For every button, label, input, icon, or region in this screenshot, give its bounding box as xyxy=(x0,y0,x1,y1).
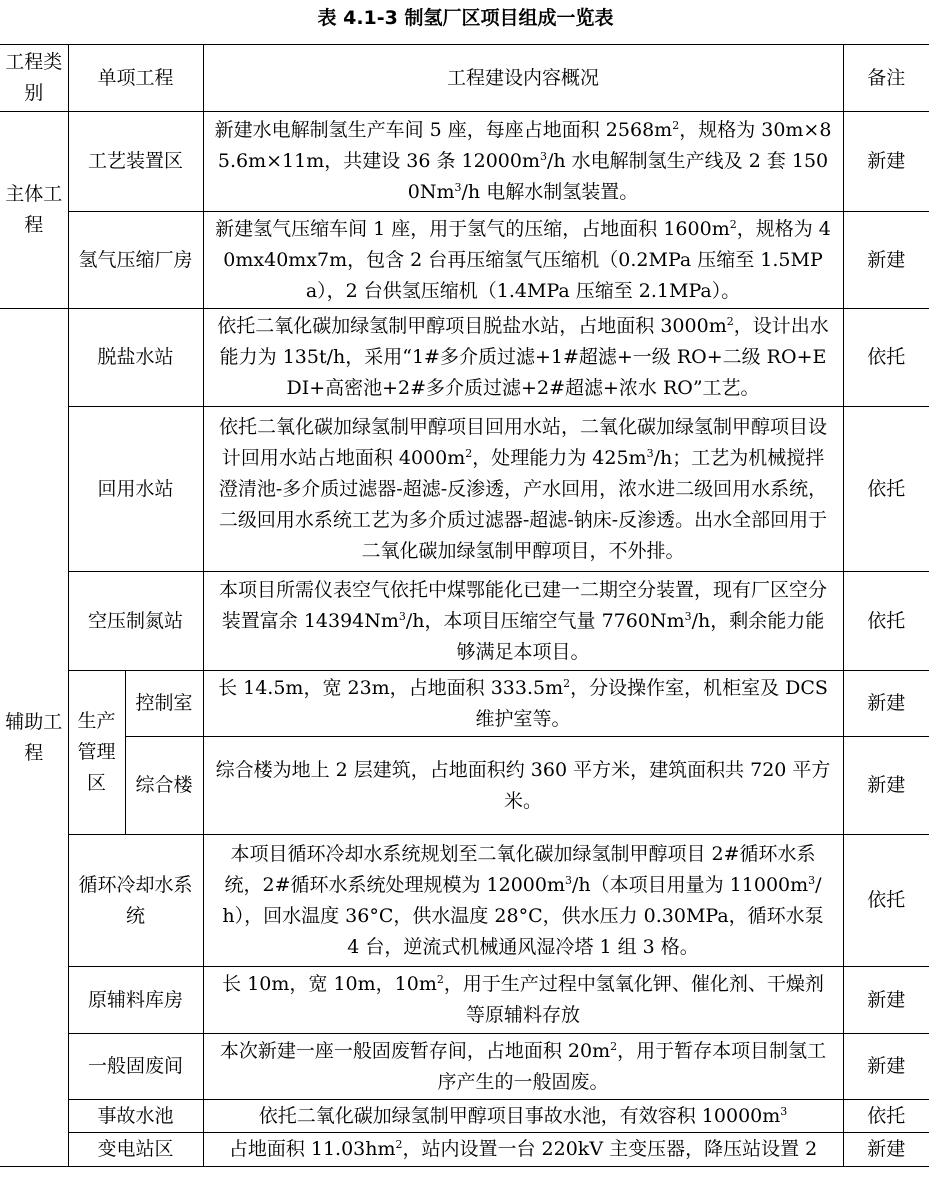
row-note: 依托 xyxy=(843,835,929,967)
content-text: ，规格为 40mx40mx7m，包含 2 台再压缩氢气压缩机（0.2MPa 压缩至 1.5MPa），2 台供氢压缩机（1.4MPa 压缩至 2.1MPa）。 xyxy=(223,217,831,302)
superscript: 3 xyxy=(808,873,816,887)
superscript: 3 xyxy=(454,181,462,194)
table-row xyxy=(0,309,929,407)
table-row xyxy=(0,835,929,967)
content-text: 新建氢气压缩车间 1 座，用于氢气的压缩，占地面积 1600m xyxy=(215,217,730,240)
row-note: 新建 xyxy=(843,212,929,309)
project-composition-table xyxy=(0,44,929,1167)
content-text: 长 14.5m，宽 23m，占地面积 333.5m xyxy=(218,676,564,699)
superscript: 2 xyxy=(563,676,571,690)
superscript: 2 xyxy=(729,217,737,231)
row-item: 脱盐水站 xyxy=(68,309,203,407)
row-content xyxy=(203,407,843,572)
content-text: /h 水电解制氢生产线及 2 套 1500Nm xyxy=(407,150,829,203)
row-content xyxy=(203,309,843,407)
row-content xyxy=(203,1034,843,1100)
content-text: 本项目循环冷却水系统规划至二氧化碳加绿氢制甲醇项目 2#循环水系统，2#循环水系统处理规模为 12000m xyxy=(224,842,816,896)
content-text: 占地面积 11.03hm xyxy=(228,1138,396,1160)
content-text: 新建水电解制氢生产车间 5 座，每座占地面积 2568m xyxy=(214,119,673,141)
row-note: 依托 xyxy=(843,309,929,407)
row-item: 综合楼 xyxy=(125,737,203,835)
table-row xyxy=(0,1034,929,1100)
row-item: 变电站区 xyxy=(68,1133,203,1167)
row-note: 新建 xyxy=(843,737,929,835)
row-item: 工艺装置区 xyxy=(68,112,203,212)
row-content xyxy=(203,967,843,1034)
row-content xyxy=(203,1100,843,1133)
row-item: 一般固废间 xyxy=(68,1034,203,1100)
superscript: 2 xyxy=(672,119,680,132)
row-note: 新建 xyxy=(843,1133,929,1167)
content-text: 依托二氧化碳加绿氢制甲醇项目脱盐水站，占地面积 3000m xyxy=(217,315,727,337)
superscript: 2 xyxy=(610,1039,618,1053)
table-row xyxy=(0,1133,929,1167)
row-content xyxy=(203,572,843,671)
table-title: 表 4.1-3 制氢厂区项目组成一览表 xyxy=(317,7,614,29)
superscript: 3 xyxy=(539,150,547,163)
content-text: ，规格为 30m×85.6m×11m，共建设 36 条 12000m xyxy=(217,119,832,172)
content-text: 依托二氧化碳加绿氢制甲醇项目回用水站，二氧化碳加绿氢制甲醇项目设计回用水站占地面积 4000m xyxy=(219,415,828,469)
row-note: 依托 xyxy=(843,572,929,671)
row-content xyxy=(203,212,843,309)
group-mgmt-label: 生产管理区 xyxy=(77,710,116,794)
content-text: ，处理能力为 425m xyxy=(472,446,647,469)
header-category: 工程类别 xyxy=(0,45,68,112)
row-content xyxy=(203,835,843,967)
table-row xyxy=(0,1100,929,1133)
row-item: 氢气压缩厂房 xyxy=(68,212,203,309)
content-text: 本次新建一座一般固废暂存间，占地面积 20m xyxy=(219,1039,611,1062)
content-text: 依托二氧化碳加绿氢制甲醇项目事故水池，有效容积 10000m xyxy=(258,1104,781,1127)
table-row xyxy=(0,407,929,572)
group-main: 主体工程 xyxy=(0,112,68,309)
superscript: 3 xyxy=(398,609,406,623)
row-note: 新建 xyxy=(843,1034,929,1100)
content-text: /h，本项目压缩空气量 7760Nm xyxy=(405,609,685,632)
row-item: 回用水站 xyxy=(68,407,203,572)
header-note: 备注 xyxy=(843,45,929,112)
header-content: 工程建设内容概况 xyxy=(203,45,843,112)
header-item: 单项工程 xyxy=(68,45,203,112)
superscript: 2 xyxy=(465,446,473,460)
table-row xyxy=(0,967,929,1034)
content-text: ，分设操作室，机柜室及 DCS 维护室等。 xyxy=(475,676,828,730)
superscript: 2 xyxy=(436,973,444,986)
content-text: ，站内设置一台 220kV 主变压器，降压站设置 2 xyxy=(402,1138,818,1160)
row-content xyxy=(203,671,843,737)
group-mgmt xyxy=(68,671,125,835)
content-text: /h），回水温度 36°C，供水温度 28°C，供水压力 0.30MPa，循环水泵 4 台，逆流式机械通风湿冷塔 1 组 3 格。 xyxy=(222,873,824,958)
row-note: 新建 xyxy=(843,671,929,737)
row-note: 新建 xyxy=(843,112,929,212)
row-content xyxy=(203,112,843,212)
row-content xyxy=(203,737,843,835)
superscript: 3 xyxy=(565,873,572,887)
row-item: 空压制氮站 xyxy=(68,572,203,671)
content-text: /h 电解水制氢装置。 xyxy=(461,181,639,203)
table-row xyxy=(0,572,929,671)
group-aux: 辅助工程 xyxy=(0,309,68,1167)
content-text: ，设计出水能力为 135t/h，采用“1#多介质过滤+1#超滤+一级 RO+二级 RO+EDI+高密池+2#多介质过滤+2#超滤+浓水 RO”工艺。 xyxy=(219,315,829,399)
content-text: ，用于暂存本项目制氢工序产生的一般固废。 xyxy=(437,1039,827,1093)
row-note: 新建 xyxy=(843,967,929,1034)
superscript: 3 xyxy=(684,609,692,623)
content-text: ，用于生产过程中氢氧化钾、催化剂、干燥剂等原辅料存放 xyxy=(443,973,824,1026)
row-item: 原辅料库房 xyxy=(68,967,203,1034)
row-item: 事故水池 xyxy=(68,1100,203,1133)
content-text: 本项目所需仪表空气依托中煤鄂能化已建一二期空分装置，现有厂区空分装置富余 14394Nm xyxy=(219,578,828,632)
content-text: /h；工艺为机械搅拌澄清池-多介质过滤器-超滤-反渗透，产水回用，浓水进二级回用水系统，二级回用水系统工艺为多介质过滤器-超滤-钠床-反渗透。出水全部回用于二氧化碳加绿氢制甲醇项目，不外排。 xyxy=(218,446,828,562)
row-item: 控制室 xyxy=(125,671,203,737)
content-text: 长 10m，宽 10m，10m xyxy=(222,973,437,995)
row-content xyxy=(203,1133,843,1167)
row-item: 循环冷却水系统 xyxy=(68,835,203,967)
table-row xyxy=(0,737,929,835)
superscript: 2 xyxy=(726,315,734,328)
content-text: /h（本项目用量为 11000m xyxy=(572,873,809,896)
table-row xyxy=(0,212,929,309)
superscript: 3 xyxy=(780,1104,788,1118)
superscript: 3 xyxy=(646,446,654,460)
table-row xyxy=(0,112,929,212)
content-text: /h，剩余能力能够满足本项目。 xyxy=(456,609,825,663)
superscript: 2 xyxy=(395,1138,403,1151)
table-row xyxy=(0,671,929,737)
table-header-row xyxy=(0,45,929,112)
row-note: 依托 xyxy=(843,407,929,572)
content-text: 综合楼为地上 2 层建筑，占地面积约 360 平方米，建筑面积共 720 平方米。 xyxy=(215,758,831,812)
row-note: 依托 xyxy=(843,1100,929,1133)
